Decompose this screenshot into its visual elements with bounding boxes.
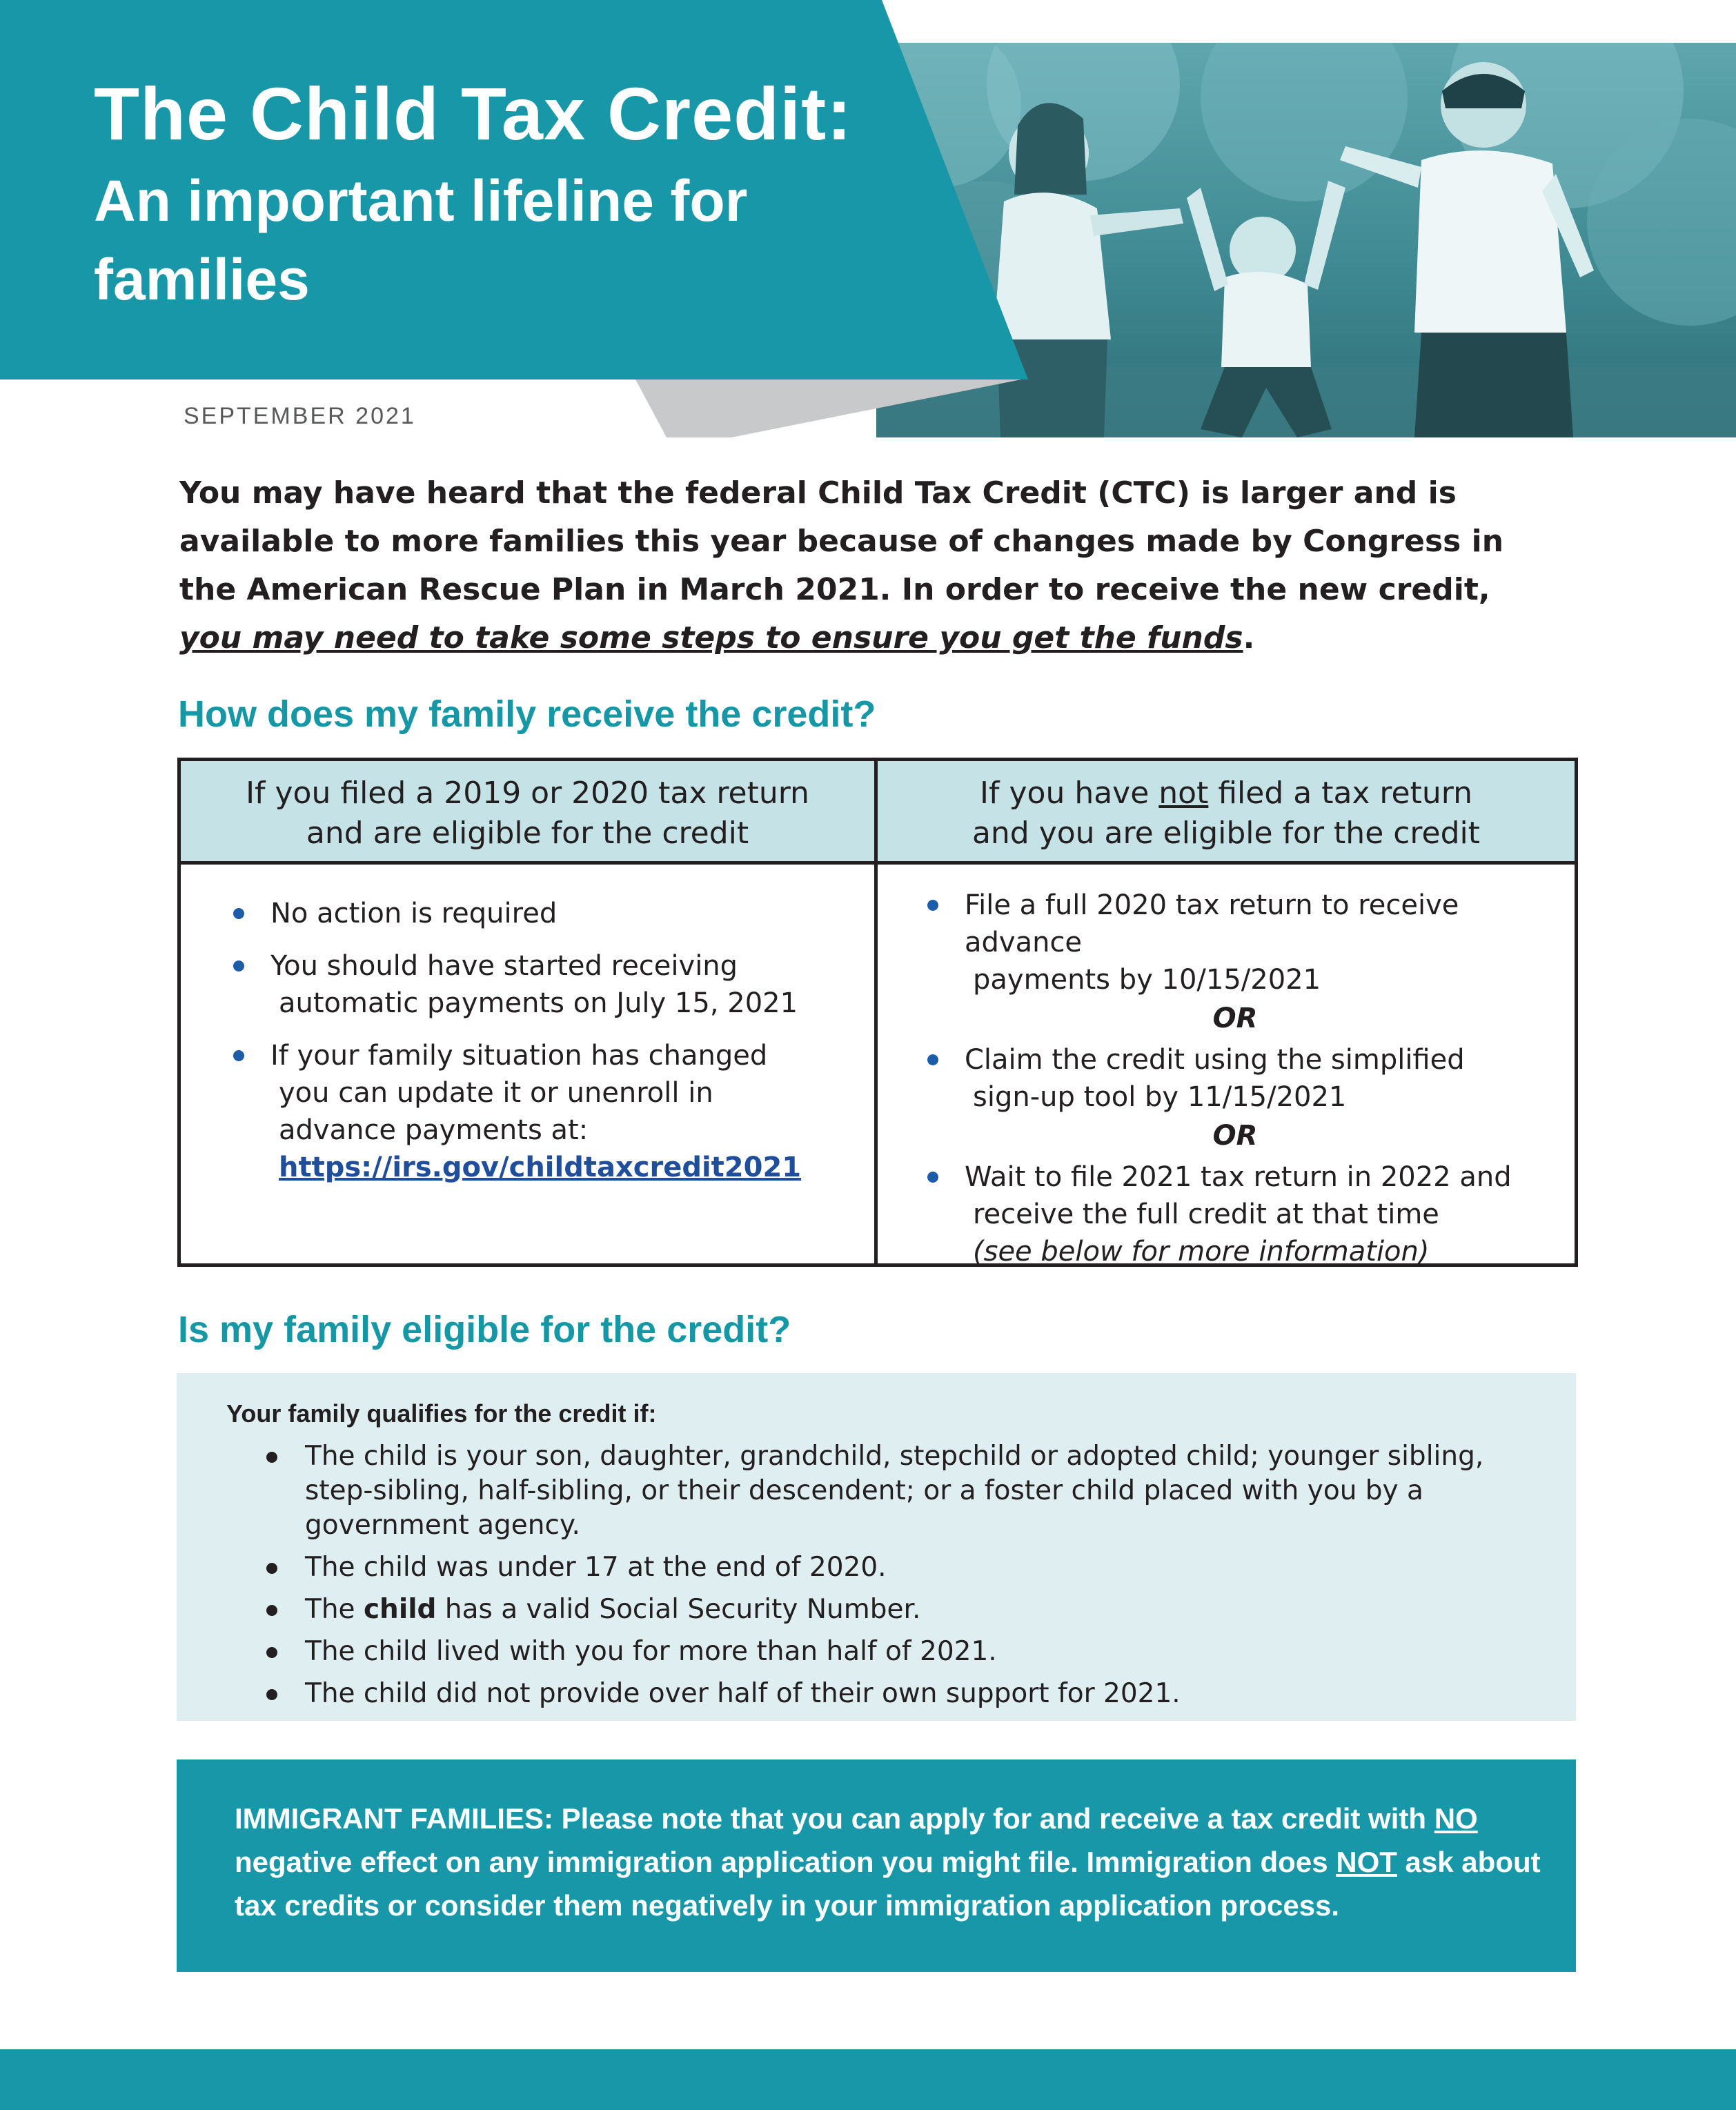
list-item: The child lived with you for more than half of 2021. — [266, 1635, 1550, 1669]
notice-part3: ask about tax credits or consider them negatively in your immigration application process. — [235, 1846, 1541, 1922]
irs-link-wrap — [270, 1149, 874, 1186]
eligibility-heading: Is my family eligible for the credit? — [178, 1309, 791, 1350]
left-header-line1: If you filed a 2019 or 2020 tax return — [246, 776, 809, 811]
list-item — [923, 1158, 1575, 1270]
receive-table — [177, 758, 1578, 1267]
list-item-text: The — [305, 1594, 364, 1625]
title-block — [94, 69, 852, 319]
notice-part2: negative effect on any immigration application you might file. Immigration does — [235, 1846, 1336, 1878]
see-below-note: (see below for more information) — [973, 1236, 1430, 1268]
list-item-text: You should have started receiving — [270, 950, 738, 982]
right-header-line1 — [878, 773, 1575, 814]
right-column-body — [878, 865, 1575, 1270]
list-item-continuation: sign-up tool by 11/15/2021 — [973, 1081, 1347, 1113]
immigrant-families-notice — [177, 1759, 1576, 1972]
list-item-text: Wait to file 2021 tax return in 2022 and — [965, 1161, 1512, 1193]
intro-text: You may have heard that the federal Child Tax Credit (CTC) is larger and is available to more families this year because of changes made by Congress in the American Rescue Plan in March 2021. In order to receive the new credit, — [179, 475, 1504, 607]
list-item — [229, 1037, 874, 1186]
list-item-text: Claim the credit using the simplified — [965, 1044, 1465, 1076]
left-column-body — [181, 865, 874, 1201]
list-item-text: If your family situation has changed — [270, 1040, 768, 1072]
publication-date: SEPTEMBER 2021 — [184, 403, 416, 429]
left-column-header — [181, 773, 874, 854]
footer-bar — [0, 2049, 1736, 2110]
list-item — [266, 1593, 1550, 1627]
list-item — [229, 895, 874, 932]
eligibility-box-title: Your family qualifies for the credit if: — [226, 1399, 657, 1428]
page-subtitle: An important lifeline for families — [94, 168, 748, 312]
intro-paragraph — [179, 469, 1559, 662]
list-item-continuation: receive the full credit at that time — [973, 1199, 1439, 1230]
list-item: The child is your son, daughter, grandchild, stepchild or adopted child; younger sibling, step-sibling, half-sibling, or their descendent; or a foster child placed with you by a government agency. — [266, 1439, 1550, 1543]
right-header-not: not — [1158, 776, 1209, 811]
eligibility-list — [266, 1439, 1550, 1719]
eligibility-box — [177, 1373, 1576, 1721]
right-header-line2: and you are eligible for the credit — [971, 816, 1481, 851]
or-separator: OR — [1212, 1003, 1258, 1034]
notice-part1: IMMIGRANT FAMILIES: Please note that you can apply for and receive a tax credit with — [235, 1802, 1434, 1835]
list-item: The child was under 17 at the end of 2020. — [266, 1550, 1550, 1585]
receive-heading: How does my family receive the credit? — [178, 693, 876, 735]
list-item-text: File a full 2020 tax return to receive advance — [965, 889, 1459, 958]
list-item-continuation: automatic payments on July 15, 2021 — [279, 987, 798, 1019]
left-header-line2: and are eligible for the credit — [306, 816, 749, 851]
immigrant-notice-text — [235, 1797, 1546, 1927]
list-item-text-end: has a valid Social Security Number. — [436, 1594, 921, 1625]
page-title: The Child Tax Credit: — [94, 72, 853, 155]
list-item — [923, 887, 1575, 998]
right-column-header — [878, 773, 1575, 854]
list-item-continuation: payments by 10/15/2021 — [973, 964, 1321, 996]
right-header-text-end: filed a tax return — [1208, 776, 1472, 811]
list-item — [229, 947, 874, 1022]
irs-childtaxcredit-link[interactable]: https://irs.gov/childtaxcredit2021 — [279, 1152, 802, 1183]
or-separator: OR — [1212, 1120, 1258, 1152]
list-item: The child did not provide over half of their own support for 2021. — [266, 1677, 1550, 1711]
list-item-text: No action is required — [270, 898, 558, 929]
intro-emphasis: you may need to take some steps to ensure you get the funds — [179, 620, 1243, 655]
right-header-text: If you have — [980, 776, 1159, 811]
list-item — [923, 1041, 1575, 1116]
list-item-continuation: you can update it or unenroll in advance payments at: — [279, 1077, 713, 1146]
notice-no: NO — [1434, 1802, 1478, 1835]
list-item-bold: child — [363, 1594, 437, 1625]
notice-not: NOT — [1336, 1846, 1397, 1878]
intro-end: . — [1243, 620, 1255, 655]
